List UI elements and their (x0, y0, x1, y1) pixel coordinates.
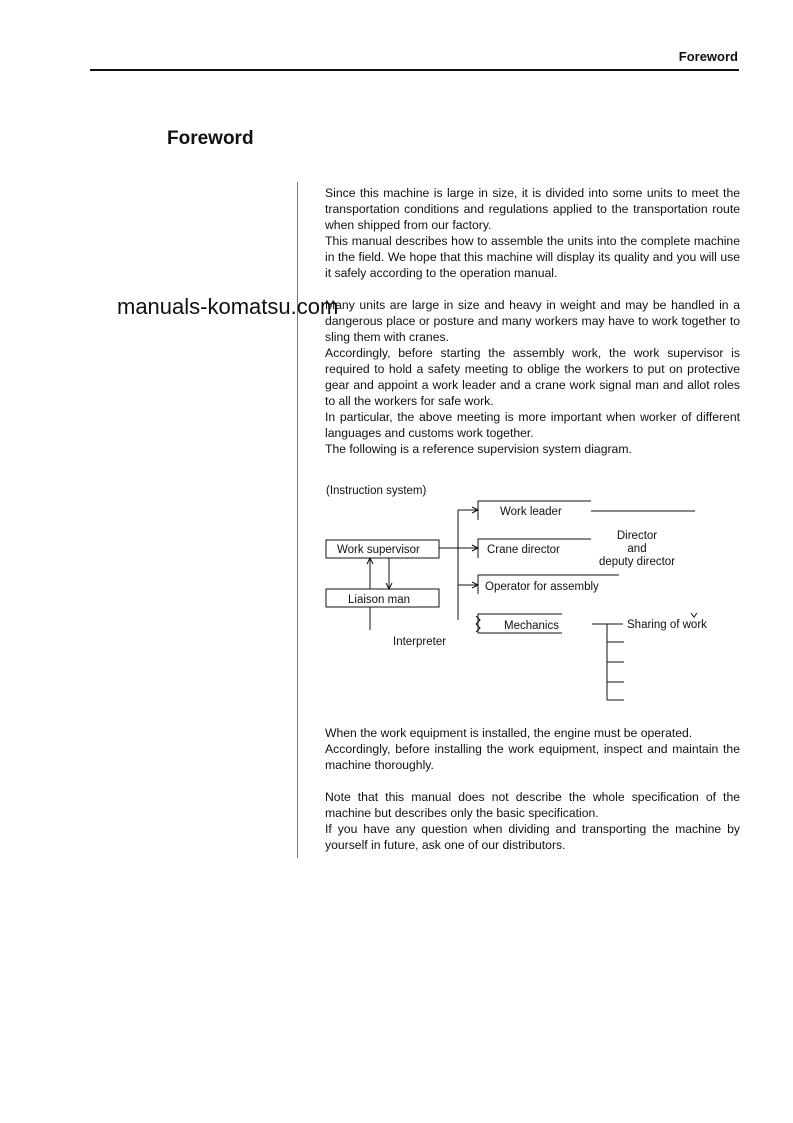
supervision-diagram (300, 478, 720, 708)
operator-label: Operator for assembly (485, 581, 599, 593)
margin-rule (297, 182, 298, 858)
page-title: Foreword (167, 128, 254, 149)
safety-paragraph: Many units are large in size and heavy in weight and may be handled in a dangerous place or posture and many workers may have to work together to sling them with cranes. (325, 298, 740, 344)
deputy-director-label: deputy director (598, 556, 676, 568)
sharing-of-work-label: Sharing of work (627, 619, 707, 631)
running-header: Foreword (678, 49, 738, 64)
work-leader-label: Work leader (500, 506, 562, 518)
director-and-label: and (627, 543, 647, 555)
safety-paragraph: The following is a reference supervision system diagram. (325, 442, 632, 456)
mechanics-label: Mechanics (504, 620, 559, 632)
intro-paragraph: Since this machine is large in size, it is divided into some units to meet the transportation conditions and regulations applied to the transportation route when shipped from our factory. (325, 186, 740, 232)
header-rule (90, 69, 739, 71)
crane-director-label: Crane director (487, 544, 560, 556)
work-supervisor-label: Work supervisor (337, 544, 420, 556)
engine-section (325, 725, 740, 773)
interpreter-label: Interpreter (393, 636, 447, 648)
engine-paragraph: When the work equipment is installed, the engine must be operated. (325, 726, 693, 740)
safety-paragraph: In particular, the above meeting is more important when worker of different languages and customs work together. (325, 410, 740, 440)
liaison-man-label: Liaison man (348, 594, 411, 606)
safety-paragraph: Accordingly, before starting the assembly work, the work supervisor is required to hold a safety meeting to oblige the workers to put on protective gear and appoint a work leader and a crane work signal man and allot roles to all the workers for safe work. (325, 346, 740, 408)
note-paragraph: Note that this manual does not describe the whole specification of the machine but describes only the basic specification. (325, 790, 740, 820)
engine-paragraph: Accordingly, before installing the work equipment, inspect and maintain the machine thoroughly. (325, 742, 740, 772)
note-section (325, 789, 740, 853)
watermark: manuals-komatsu.com (117, 294, 339, 319)
note-paragraph: If you have any question when dividing and transporting the machine by yourself in future, ask one of our distributors. (325, 822, 740, 852)
intro-paragraph: This manual describes how to assemble the units into the complete machine in the field. We hope that this machine will display its quality and you will use it safely according to the operation manual. (325, 234, 740, 280)
instruction-system-label: (Instruction system) (326, 485, 427, 497)
director-label: Director (616, 530, 658, 542)
safety-section (325, 297, 740, 457)
intro-section (325, 185, 740, 281)
